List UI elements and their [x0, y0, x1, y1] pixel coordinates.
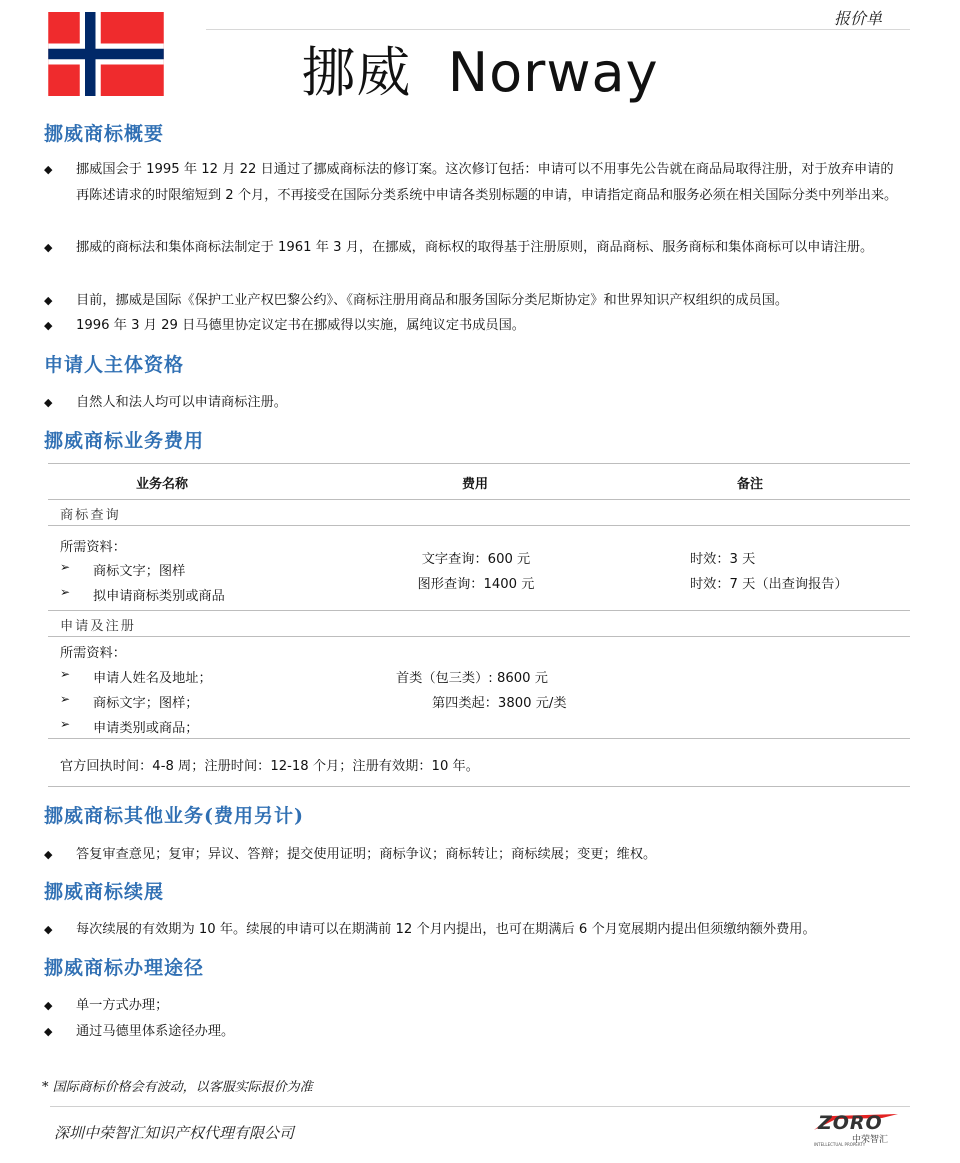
zoro-logo-icon [812, 1112, 902, 1148]
document-type-label: 报价单 [833, 9, 882, 28]
registration-materials-label: 所需资料： [60, 646, 126, 661]
bullet-diamond-icon: ◆ [44, 923, 53, 936]
table-row [60, 667, 212, 686]
arrow-bullet-icon: ➢ [60, 692, 71, 706]
bullet-diamond-icon: ◆ [44, 294, 53, 307]
search-material-2: 拟申请商标类别或商品 [93, 589, 225, 604]
table-header-service: 业务名称 [135, 477, 188, 492]
table-rule [48, 463, 910, 464]
table-rule [48, 738, 910, 739]
price-disclaimer: * 国际商标价格会有波动，以客服实际报价为准 [42, 1080, 313, 1095]
overview-item-1: 挪威国会于 1995 年 12 月 22 日通过了挪威商标法的修订案。这次修订包括：申请可以不用事先公告就在商品局取得注册，对于放弃申请的再陈述请求的时限缩短到 2 个月，不再接受在国际分类系统中申请各类别标题的申请，申请指定商品和服务必须在相关国际分类中列举出来。 [76, 162, 898, 203]
section-heading-fees: 挪威商标业务费用 [44, 430, 205, 452]
search-note-text: 时效：3 天 [690, 552, 756, 567]
overview-item-4: 1996 年 3 月 29 日马德里协定议定书在挪威得以实施，属纯议定书成员国。 [76, 318, 525, 333]
channels-item-1: 单一方式办理； [76, 998, 169, 1013]
bullet-diamond-icon: ◆ [44, 396, 53, 409]
section-heading-other: 挪威商标其他业务(费用另计) [44, 805, 304, 827]
bullet-diamond-icon: ◆ [44, 848, 53, 861]
renewal-item-1: 每次续展的有效期为 10 年。续展的申请可以在期满前 12 个月内提出，也可在期满后 6 个月宽展期内提出但须缴纳额外费用。 [76, 922, 816, 937]
table-row [60, 717, 199, 736]
arrow-bullet-icon: ➢ [60, 560, 71, 574]
bullet-diamond-icon: ◆ [44, 319, 53, 332]
section-heading-overview: 挪威商标概要 [44, 123, 165, 145]
bullet-diamond-icon: ◆ [44, 163, 53, 176]
registration-material-1: 申请人姓名及地址； [93, 671, 212, 686]
list-item [44, 235, 906, 287]
table-subheading-search: 商标查询 [60, 508, 121, 523]
table-rule [48, 610, 910, 611]
eligibility-item-1: 自然人和法人均可以申请商标注册。 [76, 395, 287, 410]
registration-material-2: 商标文字；图样； [93, 696, 199, 711]
title-chinese: 挪威 [301, 41, 412, 104]
section-heading-channels: 挪威商标办理途径 [44, 957, 205, 979]
company-name: 深圳中荣智汇知识产权代理有限公司 [54, 1124, 295, 1142]
list-item [44, 157, 906, 235]
search-material-1: 商标文字；图样 [93, 564, 186, 579]
table-row [60, 585, 225, 604]
page-title [0, 30, 960, 107]
table-subheading-registration: 申请及注册 [60, 619, 136, 634]
overview-item-3: 目前，挪威是国际《保护工业产权巴黎公约》、《商标注册用商品和服务国际分类尼斯协定》和世界知识产权组织的成员国。 [76, 293, 789, 308]
registration-fee-additional: 第四类起：3800 元/类 [432, 696, 567, 711]
table-header-remark: 备注 [736, 477, 763, 492]
logo-tagline: INTELLECTUAL PROPERTY [814, 1142, 866, 1147]
search-note-image: 时效：7 天（出查询报告） [690, 577, 848, 592]
logo-text: ZORO [818, 1112, 883, 1134]
table-rule [48, 636, 910, 637]
section-heading-renewal: 挪威商标续展 [44, 881, 165, 903]
arrow-bullet-icon: ➢ [60, 667, 71, 681]
channels-item-2: 通过马德里体系途径办理。 [76, 1024, 235, 1039]
table-rule [48, 525, 910, 526]
registration-material-3: 申请类别或商品； [93, 721, 199, 736]
table-header-fee: 费用 [461, 477, 488, 492]
registration-timeline: 官方回执时间：4-8 周；注册时间：12-18 个月；注册有效期：10 年。 [60, 759, 479, 774]
table-rule [48, 499, 910, 500]
search-fee-image: 图形查询：1400 元 [417, 577, 535, 592]
title-english: Norway [447, 41, 659, 104]
other-item-1: 答复审查意见；复审；异议、答辩；提交使用证明；商标争议；商标转让；商标续展；变更；维权。 [76, 847, 657, 862]
table-row [60, 560, 186, 579]
search-fee-text: 文字查询：600 元 [421, 552, 531, 567]
section-heading-eligibility: 申请人主体资格 [44, 354, 185, 376]
arrow-bullet-icon: ➢ [60, 585, 71, 599]
bullet-diamond-icon: ◆ [44, 999, 53, 1012]
registration-fee-first: 首类（包三类）: 8600 元 [396, 671, 548, 686]
footer-divider [50, 1106, 910, 1107]
search-materials-label: 所需资料： [60, 540, 126, 555]
bullet-diamond-icon: ◆ [44, 1025, 53, 1038]
table-rule [48, 786, 910, 787]
overview-item-2: 挪威的商标法和集体商标法制定于 1961 年 3 月，在挪威，商标权的取得基于注册原则，商品商标、服务商标和集体商标可以申请注册。 [76, 240, 874, 255]
bullet-diamond-icon: ◆ [44, 241, 53, 254]
logo-subtext: 中荣智汇 [852, 1135, 889, 1145]
arrow-bullet-icon: ➢ [60, 717, 71, 731]
table-row [60, 692, 199, 711]
